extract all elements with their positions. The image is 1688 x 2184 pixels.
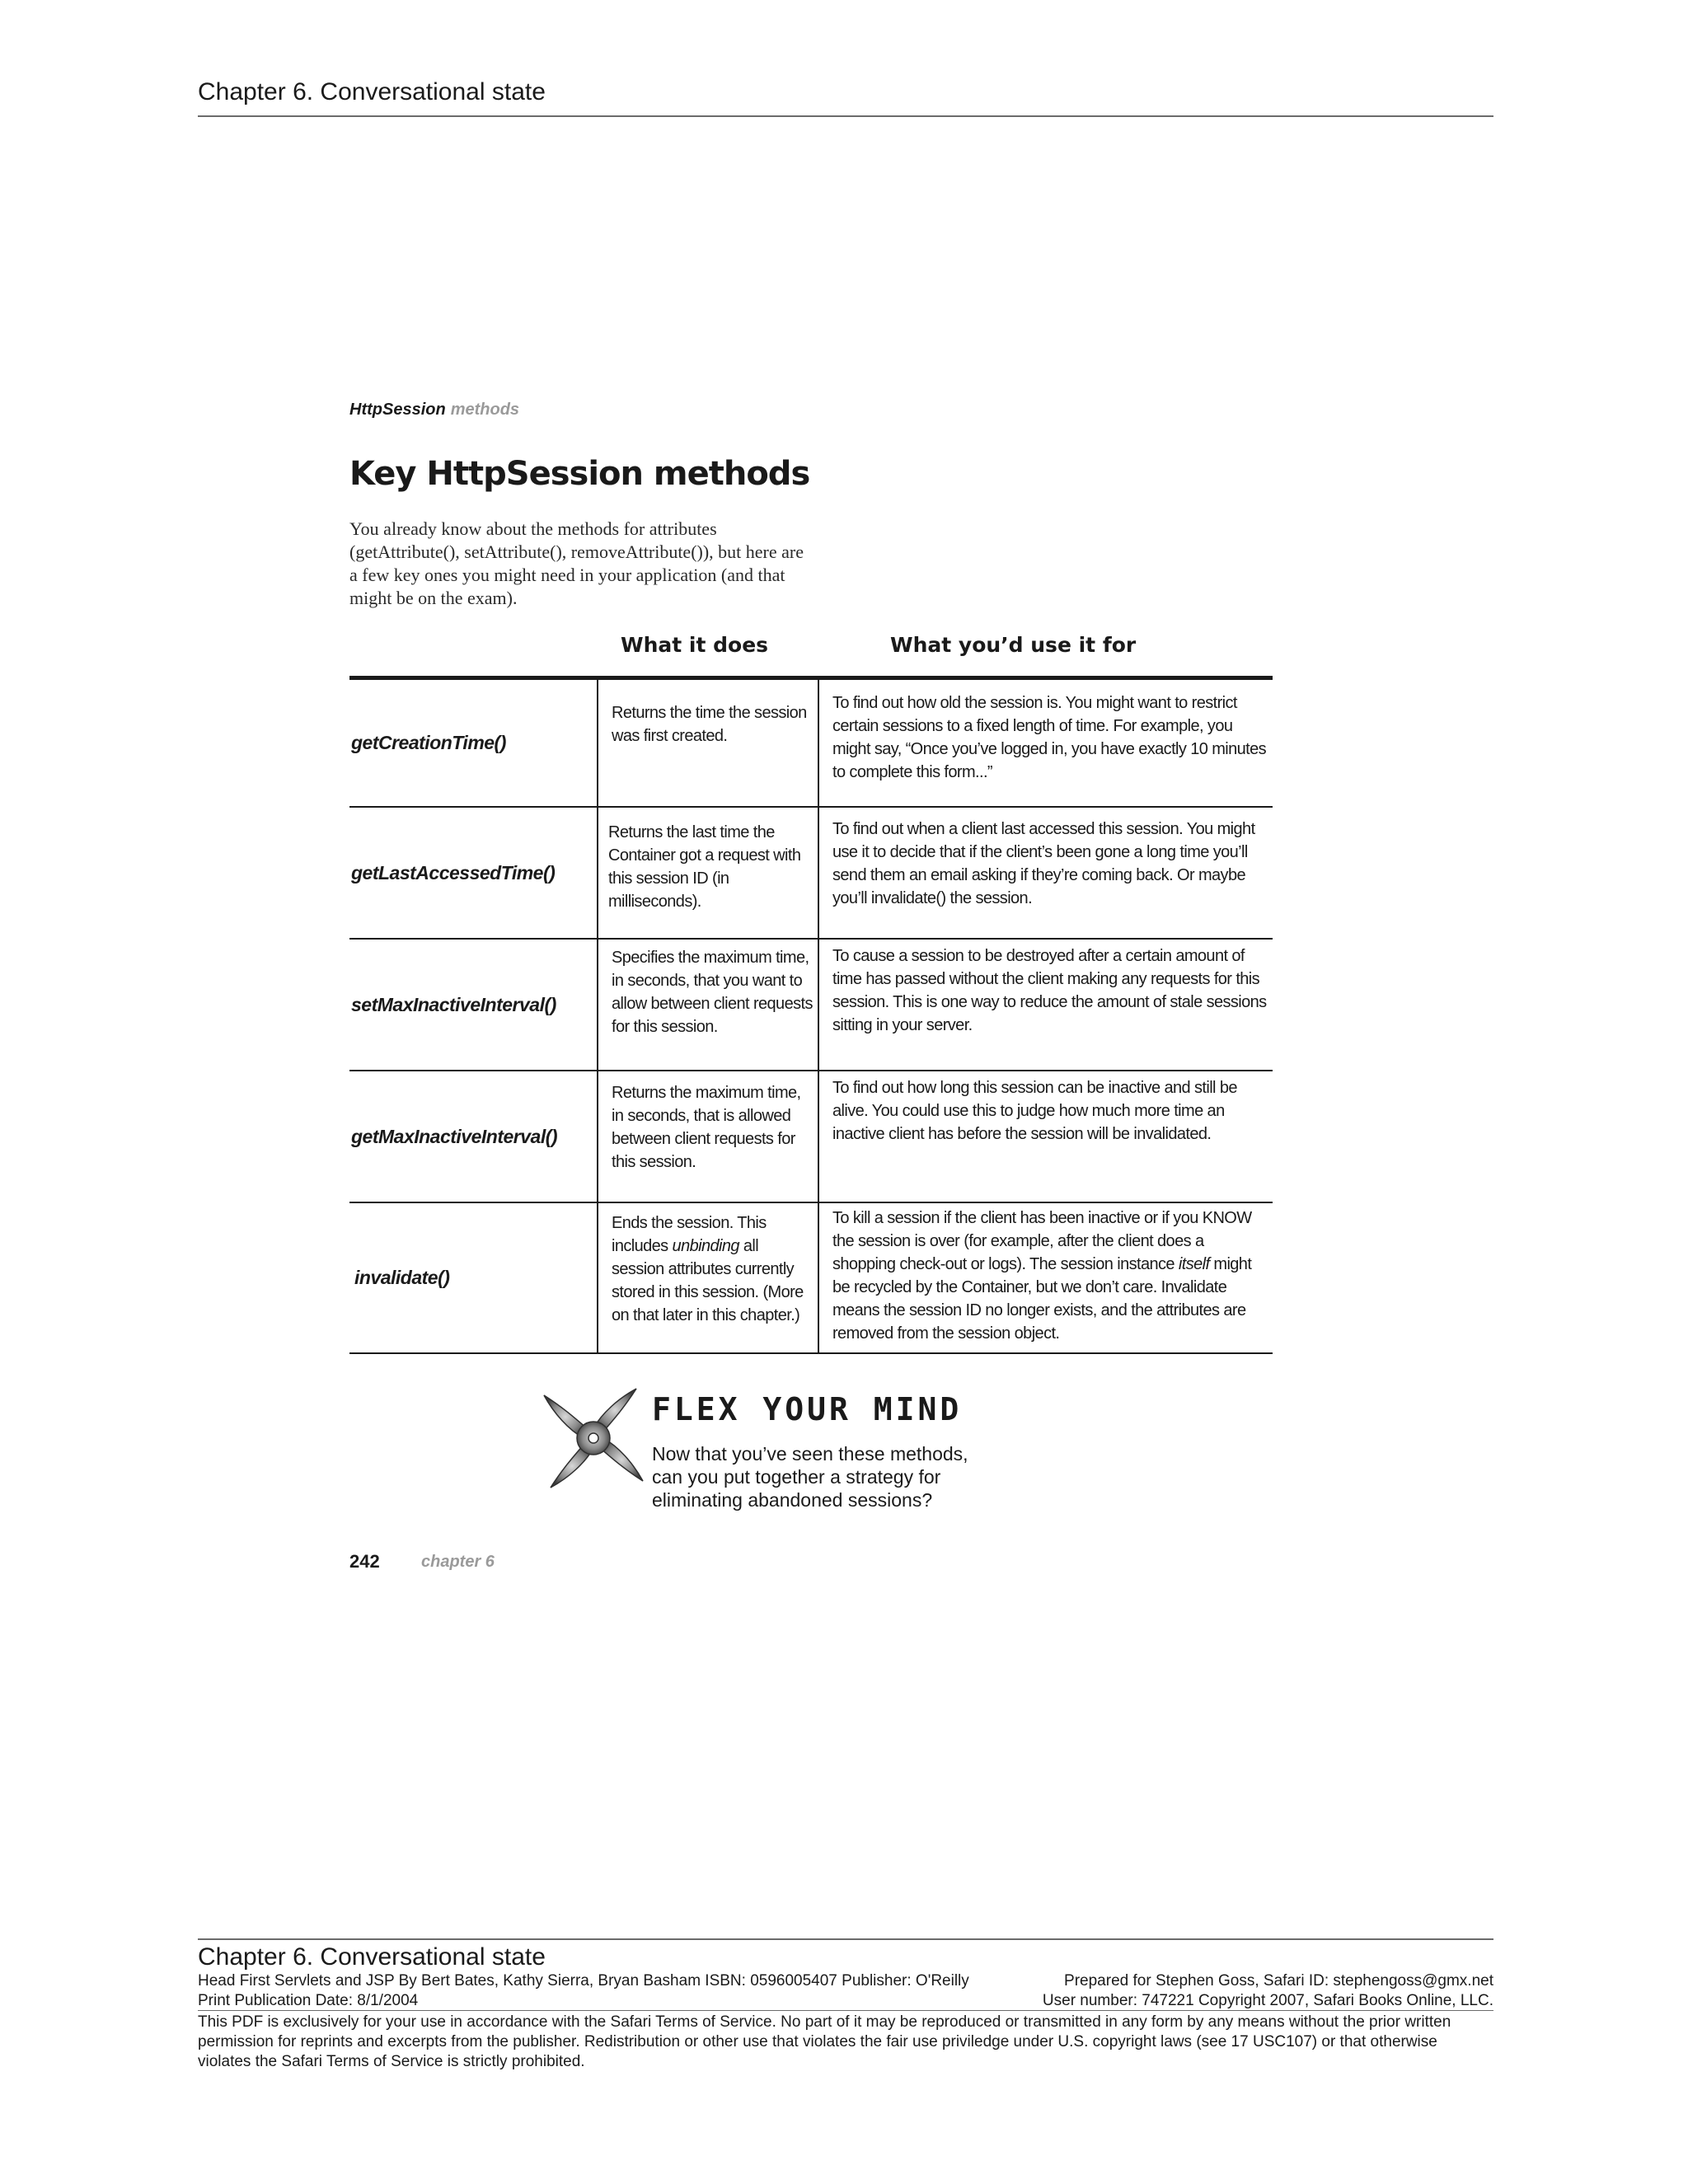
- chapter-reference: chapter 6: [421, 1553, 495, 1571]
- header-chapter-title: Chapter 6. Conversational state: [198, 78, 546, 105]
- description-emphasis: unbinding: [672, 1237, 739, 1255]
- method-name: getMaxInactiveInterval(): [351, 1125, 558, 1147]
- shuriken-icon: [540, 1385, 647, 1492]
- section-label: [349, 401, 519, 419]
- table-row: [349, 940, 1273, 1071]
- table-row: [349, 1203, 1273, 1354]
- usage-text: might be recycled by the Container, but we don’t care. Invalidate means the session ID no longer exists, and the attributes are removed from the session object.: [832, 1255, 1252, 1343]
- usage-text: To kill a session if the client has been inactive or if you KNOW the session is over (for example, after the client does a shopping check-out or logs). The session instance: [832, 1209, 1252, 1273]
- footer-user-info: User number: 747221 Copyright 2007, Safari Books Online, LLC.: [1042, 1992, 1493, 2009]
- method-usage: To find out how long this session can be inactive and still be alive. You could use this to judge how much more time an inactive client has before the session will be invalidated.: [818, 1071, 1273, 1202]
- method-description: Returns the last time the Container got a request with this session ID (in milliseconds).: [597, 808, 818, 938]
- column-header-what-use: What you’d use it for: [890, 633, 1137, 657]
- footer-prepared-for: Prepared for Stephen Goss, Safari ID: stephengoss@gmx.net: [1064, 1972, 1493, 1990]
- footer-legal-notice: This PDF is exclusively for your use in accordance with the Safari Terms of Service. No part of it may be reproduced or transmitted in any form by any means without the prior written permission for reprints and excerpts from the publisher. Redistribution or other use that violates the fair use priviledge under U.S. copyright laws (see 17 USC107) or that otherwise violates the Safari Terms of Service is strictly prohibited.: [198, 2013, 1451, 2070]
- method-name: invalidate(): [354, 1267, 450, 1288]
- method-description: Specifies the maximum time, in seconds, that you want to allow between client requests for this session.: [597, 940, 818, 1070]
- method-name: getLastAccessedTime(): [351, 861, 556, 883]
- table-row: [349, 808, 1273, 940]
- flex-your-mind-title: FLEX YOUR MIND: [652, 1391, 963, 1427]
- section-label-light: methods: [450, 401, 520, 419]
- method-description: Returns the time the session was first created.: [597, 680, 818, 806]
- footer-book-info: Head First Servlets and JSP By Bert Bates, Kathy Sierra, Bryan Basham ISBN: 0596005407 Publisher: O'Reilly: [198, 1972, 969, 1990]
- description-text: all session attributes currently stored in this session. (More on that later in this chapter.): [612, 1237, 804, 1324]
- table-row: [349, 680, 1273, 808]
- flex-your-mind-box: [540, 1385, 1051, 1511]
- flex-your-mind-body: Now that you’ve seen these methods, can you put together a strategy for eliminating abandoned sessions?: [652, 1443, 968, 1511]
- method-usage: To find out when a client last accessed this session. You might use it to decide that if the client’s been gone a long time you’ll send them an email asking if they’re coming back. Or maybe you’ll invalidate() the session.: [818, 808, 1273, 938]
- section-label-strong: HttpSession: [349, 401, 446, 419]
- page-number: 242: [349, 1551, 380, 1572]
- method-usage: [818, 1203, 1273, 1352]
- method-description: [597, 1203, 818, 1352]
- header-divider: [198, 115, 1493, 117]
- method-usage: To find out how old the session is. You might want to restrict certain sessions to a fixed length of time. For example, you might say, “Once you’ve logged in, you have exactly 10 minutes to complete this form...”: [818, 680, 1273, 806]
- footer-divider: [198, 1938, 1493, 1940]
- method-usage: To cause a session to be destroyed after a certain amount of time has passed without the client making any requests for this session. This is one way to reduce the amount of stale sessions sitting in your server.: [818, 940, 1273, 1070]
- footer-divider-2: [198, 2010, 1493, 2011]
- method-name: setMaxInactiveInterval(): [351, 993, 556, 1015]
- footer-pub-date: Print Publication Date: 8/1/2004: [198, 1992, 419, 2009]
- footer-chapter-title: Chapter 6. Conversational state: [198, 1943, 546, 1971]
- column-header-what-it-does: What it does: [621, 633, 769, 657]
- footer-publication-line: [198, 1991, 1493, 2011]
- footer-book-line: [198, 1971, 1493, 1991]
- method-description: Returns the maximum time, in seconds, that is allowed between client requests for this session.: [597, 1071, 818, 1202]
- intro-paragraph: You already know about the methods for attributes (getAttribute(), setAttribute(), removeAttribute()), but here are a few key ones you might need in your application (and that might be on the exam).: [349, 518, 804, 608]
- description-text: Ends the session. This includes: [612, 1214, 767, 1255]
- table-row: [349, 1071, 1273, 1203]
- method-name: getCreationTime(): [351, 732, 506, 753]
- page-title: Key HttpSession methods: [349, 455, 810, 493]
- usage-emphasis: itself: [1178, 1255, 1210, 1273]
- methods-table: [349, 676, 1273, 1354]
